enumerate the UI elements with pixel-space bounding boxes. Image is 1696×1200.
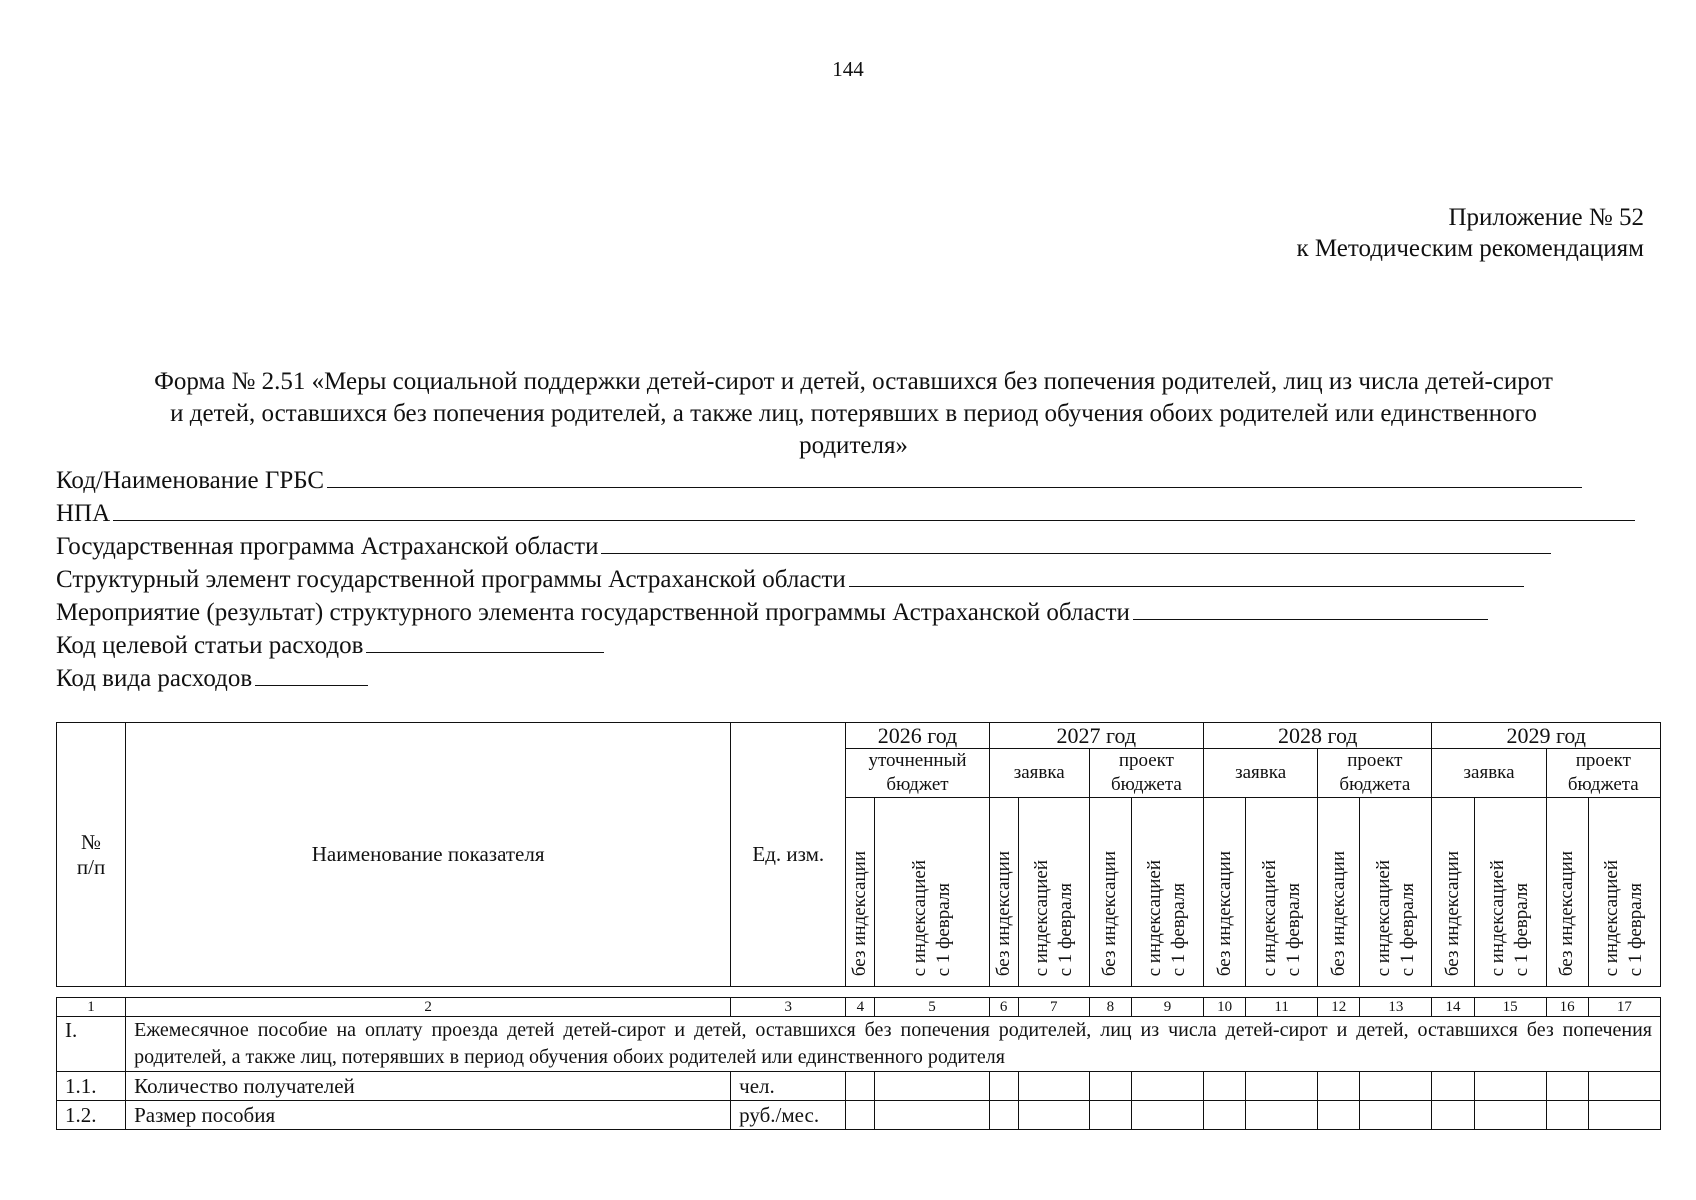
header-no xyxy=(57,723,126,987)
no-index-label: без индексации xyxy=(849,850,871,976)
header-col-6 xyxy=(989,798,1018,987)
field-measure xyxy=(56,597,1488,628)
with-index-label: с индексацией с 1 февраля xyxy=(909,859,955,976)
column-numbers-row xyxy=(57,998,1661,1017)
field-gov-program-line[interactable] xyxy=(601,531,1551,554)
with-index-label: с индексацией с 1 февраля xyxy=(1144,859,1190,976)
col-number: 15 xyxy=(1474,998,1546,1017)
cell-input[interactable] xyxy=(1089,1101,1131,1130)
header-2027-request: заявка xyxy=(989,749,1089,798)
field-structural-element xyxy=(56,564,1524,595)
no-index-label: без индексации xyxy=(1327,850,1349,976)
header-2029-request: заявка xyxy=(1432,749,1546,798)
cell-input[interactable] xyxy=(1432,1072,1474,1101)
row-number: 1.1. xyxy=(57,1072,126,1101)
header-2028-project: проект бюджета xyxy=(1318,749,1432,798)
field-grbs-label: Код/Наименование ГРБС xyxy=(56,467,325,494)
cell-input[interactable] xyxy=(846,1072,875,1101)
field-measure-label: Мероприятие (результат) структурного элемента государственной программы Астраханской области xyxy=(56,599,1130,626)
cell-input[interactable] xyxy=(1131,1072,1203,1101)
row-number: 1.2. xyxy=(57,1101,126,1130)
col-number: 8 xyxy=(1089,998,1131,1017)
cell-input[interactable] xyxy=(1204,1101,1246,1130)
field-measure-line[interactable] xyxy=(1133,597,1488,620)
field-npa xyxy=(56,498,1635,529)
header-2029-project: проект бюджета xyxy=(1546,749,1660,798)
header-col-11 xyxy=(1246,798,1318,987)
col-number: 4 xyxy=(846,998,875,1017)
field-expense-type-label: Код вида расходов xyxy=(56,665,253,692)
field-target-code-label: Код целевой статьи расходов xyxy=(56,632,364,659)
field-structural-element-label: Структурный элемент государственной программы Астраханской области xyxy=(56,566,846,593)
form-title xyxy=(56,366,1651,462)
cell-input[interactable] xyxy=(1432,1101,1474,1130)
cell-input[interactable] xyxy=(1018,1072,1089,1101)
cell-input[interactable] xyxy=(1318,1072,1360,1101)
col-number: 16 xyxy=(1546,998,1588,1017)
section-text: Ежемесячное пособие на оплату проезда детей детей-сирот и детей, оставшихся без попечения родителей, лиц из числа детей-сирот и детей, оставшихся без попечения родителей, а также лиц, потерявших в период обучения обоих родителей или единственного родителя xyxy=(126,1017,1661,1072)
form-title-line-1: Форма № 2.51 «Меры социальной поддержки детей-сирот и детей, оставшихся без попечения родителей, лиц из числа детей-сирот xyxy=(154,368,1553,395)
form-title-line-3: родителя» xyxy=(799,432,908,459)
cell-input[interactable] xyxy=(875,1101,989,1130)
field-grbs-line[interactable] xyxy=(327,465,1582,488)
cell-input[interactable] xyxy=(1474,1072,1546,1101)
header-year-2029: 2029 год xyxy=(1432,723,1661,749)
section-row xyxy=(57,1017,1661,1072)
with-index-label: с индексацией с 1 февраля xyxy=(1487,859,1533,976)
header-col-4 xyxy=(846,798,875,987)
field-structural-element-line[interactable] xyxy=(849,564,1524,587)
cell-input[interactable] xyxy=(989,1101,1018,1130)
cell-input[interactable] xyxy=(1089,1072,1131,1101)
cell-input[interactable] xyxy=(1246,1072,1318,1101)
header-2027-project: проект бюджета xyxy=(1089,749,1203,798)
form-title-line-2: и детей, оставшихся без попечения родителей, а также лиц, потерявших в период обучения обоих родителей или единственного xyxy=(170,400,1537,427)
cell-input[interactable] xyxy=(1018,1101,1089,1130)
cell-input[interactable] xyxy=(1246,1101,1318,1130)
header-2026-budget: уточненный бюджет xyxy=(846,749,989,798)
header-year-2026: 2026 год xyxy=(846,723,989,749)
cell-input[interactable] xyxy=(875,1072,989,1101)
col-number: 14 xyxy=(1432,998,1474,1017)
cell-input[interactable] xyxy=(1546,1101,1588,1130)
header-year-2027: 2027 год xyxy=(989,723,1203,749)
header-name: Наименование показателя xyxy=(126,723,731,987)
col-number: 6 xyxy=(989,998,1018,1017)
col-number: 13 xyxy=(1360,998,1432,1017)
header-unit: Ед. изм. xyxy=(731,723,846,987)
header-col-15 xyxy=(1474,798,1546,987)
cell-input[interactable] xyxy=(1588,1101,1660,1130)
col-number: 5 xyxy=(875,998,989,1017)
header-col-12 xyxy=(1318,798,1360,987)
cell-input[interactable] xyxy=(846,1101,875,1130)
field-grbs xyxy=(56,465,1582,496)
col-number: 9 xyxy=(1131,998,1203,1017)
header-col-8 xyxy=(1089,798,1131,987)
no-index-label: без индексации xyxy=(1099,850,1121,976)
cell-input[interactable] xyxy=(1546,1072,1588,1101)
field-gov-program xyxy=(56,531,1551,562)
with-index-label: с индексацией с 1 февраля xyxy=(1601,859,1647,976)
cell-input[interactable] xyxy=(1318,1101,1360,1130)
header-col-10 xyxy=(1204,798,1246,987)
table-row xyxy=(57,1101,1661,1130)
header-col-9 xyxy=(1131,798,1203,987)
cell-input[interactable] xyxy=(1360,1101,1432,1130)
with-index-label: с индексацией с 1 февраля xyxy=(1030,859,1076,976)
header-col-5 xyxy=(875,798,989,987)
cell-input[interactable] xyxy=(1588,1072,1660,1101)
field-npa-label: НПА xyxy=(56,500,111,527)
row-name: Количество получателей xyxy=(126,1072,731,1101)
header-2028-request: заявка xyxy=(1204,749,1318,798)
table-row xyxy=(57,1072,1661,1101)
cell-input[interactable] xyxy=(1204,1072,1246,1101)
header-gap xyxy=(57,987,1661,998)
no-index-label: без индексации xyxy=(1213,850,1235,976)
appendix-line-1: Приложение № 52 xyxy=(1448,204,1644,231)
cell-input[interactable] xyxy=(989,1072,1018,1101)
header-col-16 xyxy=(1546,798,1588,987)
header-col-17 xyxy=(1588,798,1660,987)
col-number: 3 xyxy=(731,998,846,1017)
row-unit: руб./мес. xyxy=(731,1101,846,1130)
field-npa-line[interactable] xyxy=(113,498,1635,521)
col-number: 2 xyxy=(126,998,731,1017)
section-number: I. xyxy=(57,1017,126,1072)
cell-input[interactable] xyxy=(1360,1072,1432,1101)
field-target-code xyxy=(56,630,604,661)
col-number: 10 xyxy=(1204,998,1246,1017)
field-gov-program-label: Государственная программа Астраханской области xyxy=(56,533,599,560)
page-number: 144 xyxy=(832,57,864,81)
row-unit: чел. xyxy=(731,1072,846,1101)
no-index-label: без индексации xyxy=(1441,850,1463,976)
header-no-text: № п/п xyxy=(76,829,106,879)
with-index-label: с индексацией с 1 февраля xyxy=(1372,859,1418,976)
header-year-2028: 2028 год xyxy=(1204,723,1432,749)
header-col-14 xyxy=(1432,798,1474,987)
col-number: 11 xyxy=(1246,998,1318,1017)
field-target-code-line[interactable] xyxy=(366,630,604,653)
cell-input[interactable] xyxy=(1474,1101,1546,1130)
appendix-note xyxy=(1296,202,1644,264)
cell-input[interactable] xyxy=(1131,1101,1203,1130)
no-index-label: без индексации xyxy=(992,850,1014,976)
with-index-label: с индексацией с 1 февраля xyxy=(1258,859,1304,976)
field-expense-type xyxy=(56,663,368,694)
col-number: 12 xyxy=(1318,998,1360,1017)
col-number: 7 xyxy=(1018,998,1089,1017)
row-name: Размер пособия xyxy=(126,1101,731,1130)
header-col-7 xyxy=(1018,798,1089,987)
col-number: 1 xyxy=(57,998,126,1017)
header-col-13 xyxy=(1360,798,1432,987)
col-number: 17 xyxy=(1588,998,1660,1017)
no-index-label: без индексации xyxy=(1556,850,1578,976)
field-expense-type-line[interactable] xyxy=(255,663,368,686)
appendix-line-2: к Методическим рекомендациям xyxy=(1296,235,1644,262)
indicators-table xyxy=(56,722,1661,1130)
